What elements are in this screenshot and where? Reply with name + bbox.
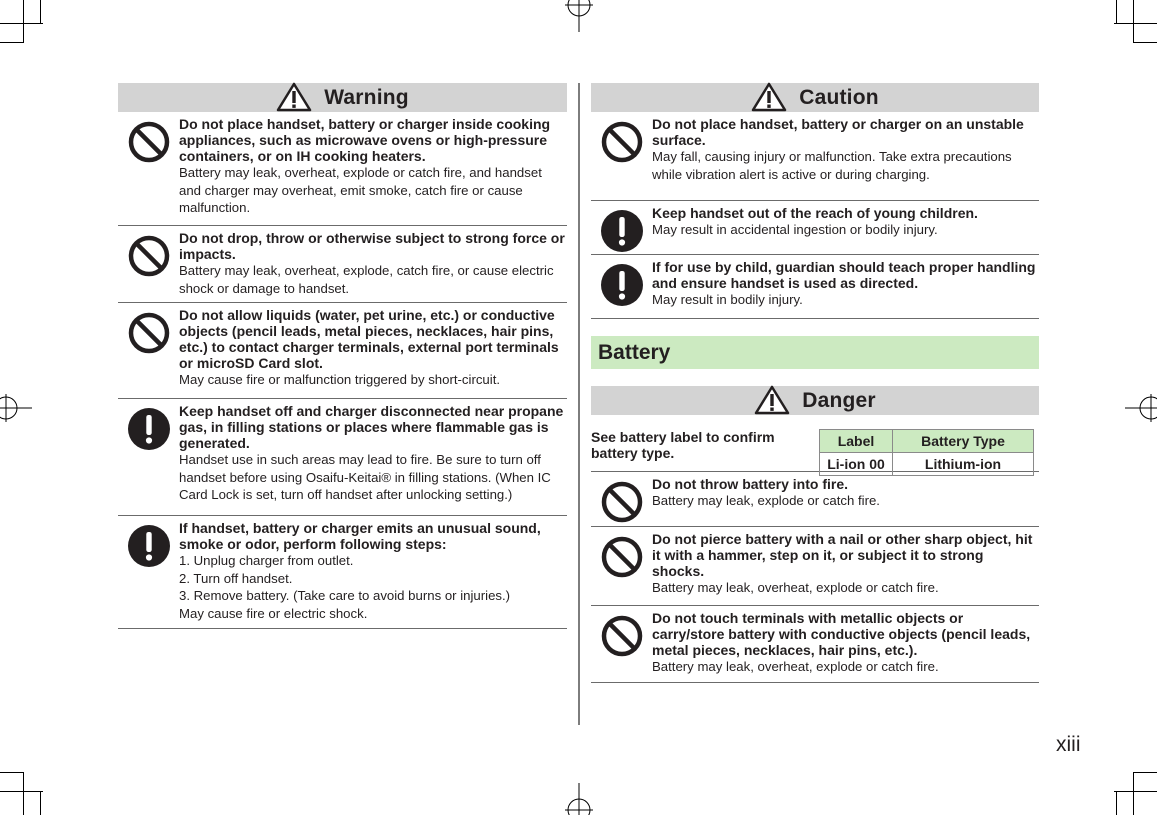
item-body-text: Handset use in such areas may lead to fire. Be sure to turn off handset before using Osaifu-Keitai® in filling stations. (When IC Card Lock is set, turn off handset after unlocking setting.) xyxy=(179,452,551,502)
item-text xyxy=(179,516,567,628)
caution-header xyxy=(591,83,1039,112)
item-icon-cell xyxy=(118,303,179,398)
list-item xyxy=(591,472,1039,527)
warning-triangle-icon xyxy=(751,82,787,112)
prohibited-icon xyxy=(127,120,171,164)
item-text xyxy=(179,112,567,225)
list-item xyxy=(591,606,1039,683)
item-heading: Keep handset out of the reach of young children. xyxy=(652,205,978,221)
item-body-text: Battery may leak, overheat, explode, catch fire, or cause electric shock or damage to handset. xyxy=(179,263,554,296)
warning-list xyxy=(118,112,567,629)
item-icon-cell xyxy=(118,112,179,225)
item-text xyxy=(652,201,1039,254)
battery-type-table xyxy=(819,429,1034,476)
mandatory-icon xyxy=(600,209,644,253)
battery-label-note: See battery label to confirm battery type. xyxy=(591,429,775,461)
list-item xyxy=(591,255,1039,319)
table-header-battery-type: Battery Type xyxy=(893,430,1034,453)
list-item xyxy=(591,112,1039,201)
item-text xyxy=(652,527,1039,605)
warning-title: Warning xyxy=(324,85,409,109)
item-icon-cell xyxy=(591,255,652,318)
caution-column xyxy=(591,83,1039,683)
item-icon-cell xyxy=(118,226,179,302)
prohibited-icon xyxy=(127,234,171,278)
danger-title: Danger xyxy=(802,388,876,412)
item-body-text: 3. Remove battery. (Take care to avoid burns or injuries.) xyxy=(179,588,511,603)
danger-header xyxy=(591,386,1039,415)
item-body-text: May fall, causing injury or malfunction. Take extra precautions while vibration alert is active or during charging. xyxy=(652,149,1012,182)
item-heading: Do not place handset, battery or charger inside cooking appliances, such as microwave ovens or high-pressure containers, or on IH cooking heaters. xyxy=(179,116,551,164)
item-heading: Do not touch terminals with metallic objects or carry/store battery with conductive objects (pencil leads, metal pieces, necklaces, hair pins, etc.). xyxy=(652,610,1031,658)
item-icon-cell xyxy=(591,112,652,200)
caution-title: Caution xyxy=(799,85,879,109)
item-icon-cell xyxy=(591,527,652,605)
warning-column xyxy=(118,83,567,629)
table-header-row xyxy=(820,430,1034,453)
item-text xyxy=(179,226,567,302)
table-header-label: Label xyxy=(820,430,893,453)
battery-section-title: Battery xyxy=(591,336,1039,369)
battery-danger-list xyxy=(591,472,1039,683)
prohibited-icon xyxy=(600,535,644,579)
table-cell-battery-type: Lithium-ion xyxy=(893,453,1034,476)
mandatory-icon xyxy=(127,524,171,568)
item-icon-cell xyxy=(118,399,179,515)
item-heading: If handset, battery or charger emits an unusual sound, smoke or odor, perform following steps: xyxy=(179,520,541,552)
warning-header xyxy=(118,83,567,112)
item-heading: Do not throw battery into fire. xyxy=(652,476,848,492)
list-item xyxy=(118,303,567,399)
item-heading: Do not place handset, battery or charger on an unstable surface. xyxy=(652,116,1024,148)
list-item xyxy=(591,527,1039,606)
item-text xyxy=(179,399,567,515)
prohibited-icon xyxy=(600,120,644,164)
battery-label-row xyxy=(591,415,1039,472)
list-item xyxy=(118,226,567,303)
item-body-text: Battery may leak, explode or catch fire. xyxy=(652,493,880,508)
item-body-text: May cause fire or malfunction triggered by short-circuit. xyxy=(179,372,501,387)
item-heading: Do not pierce battery with a nail or other sharp object, hit it with a hammer, step on it, or subject it to strong shocks. xyxy=(652,531,1033,579)
item-body-text: May cause fire or electric shock. xyxy=(179,605,368,621)
caution-list xyxy=(591,112,1039,319)
item-heading: Keep handset off and charger disconnected near propane gas, in filling stations or places where flammable gas is generated. xyxy=(179,403,564,451)
list-item xyxy=(591,201,1039,255)
prohibited-icon xyxy=(127,311,171,355)
mandatory-icon xyxy=(127,407,171,451)
prohibited-icon xyxy=(600,480,644,524)
item-body-text: May result in bodily injury. xyxy=(652,292,803,307)
column-divider xyxy=(578,83,580,725)
item-body-text: Battery may leak, overheat, explode or catch fire. xyxy=(652,659,939,674)
item-body-text: Battery may leak, overheat, explode or catch fire, and handset and charger may overheat, emit smoke, catch fire or cause malfunction. xyxy=(179,165,542,215)
prohibited-icon xyxy=(600,614,644,658)
table-cell-label: Li-ion 00 xyxy=(820,453,893,476)
item-body-text: 2. Turn off handset. xyxy=(179,570,293,586)
list-item xyxy=(118,516,567,629)
item-body-text: Battery may leak, overheat, explode or catch fire. xyxy=(652,580,939,595)
item-heading: If for use by child, guardian should teach proper handling and ensure handset is used as directed. xyxy=(652,259,1036,291)
item-text xyxy=(652,472,1039,526)
item-text xyxy=(652,255,1039,318)
mandatory-icon xyxy=(600,263,644,307)
item-text xyxy=(652,112,1039,200)
item-heading: Do not drop, throw or otherwise subject to strong force or impacts. xyxy=(179,230,565,262)
page-number: xiii xyxy=(1056,733,1081,756)
item-icon-cell xyxy=(591,606,652,682)
item-body-text: 1. Unplug charger from outlet. xyxy=(179,553,354,568)
item-icon-cell xyxy=(591,201,652,254)
item-body-text: May result in accidental ingestion or bodily injury. xyxy=(652,222,938,237)
list-item xyxy=(118,112,567,226)
list-item xyxy=(118,399,567,516)
warning-triangle-icon xyxy=(276,82,312,112)
item-text xyxy=(652,606,1039,682)
item-heading: Do not allow liquids (water, pet urine, etc.) or conductive objects (pencil leads, metal pieces, necklaces, hair pins, etc.) to contact charger terminals, external port terminals or microSD Card slot. xyxy=(179,307,559,371)
item-icon-cell xyxy=(118,516,179,628)
warning-triangle-icon xyxy=(754,385,790,415)
item-text xyxy=(179,303,567,398)
item-icon-cell xyxy=(591,472,652,526)
